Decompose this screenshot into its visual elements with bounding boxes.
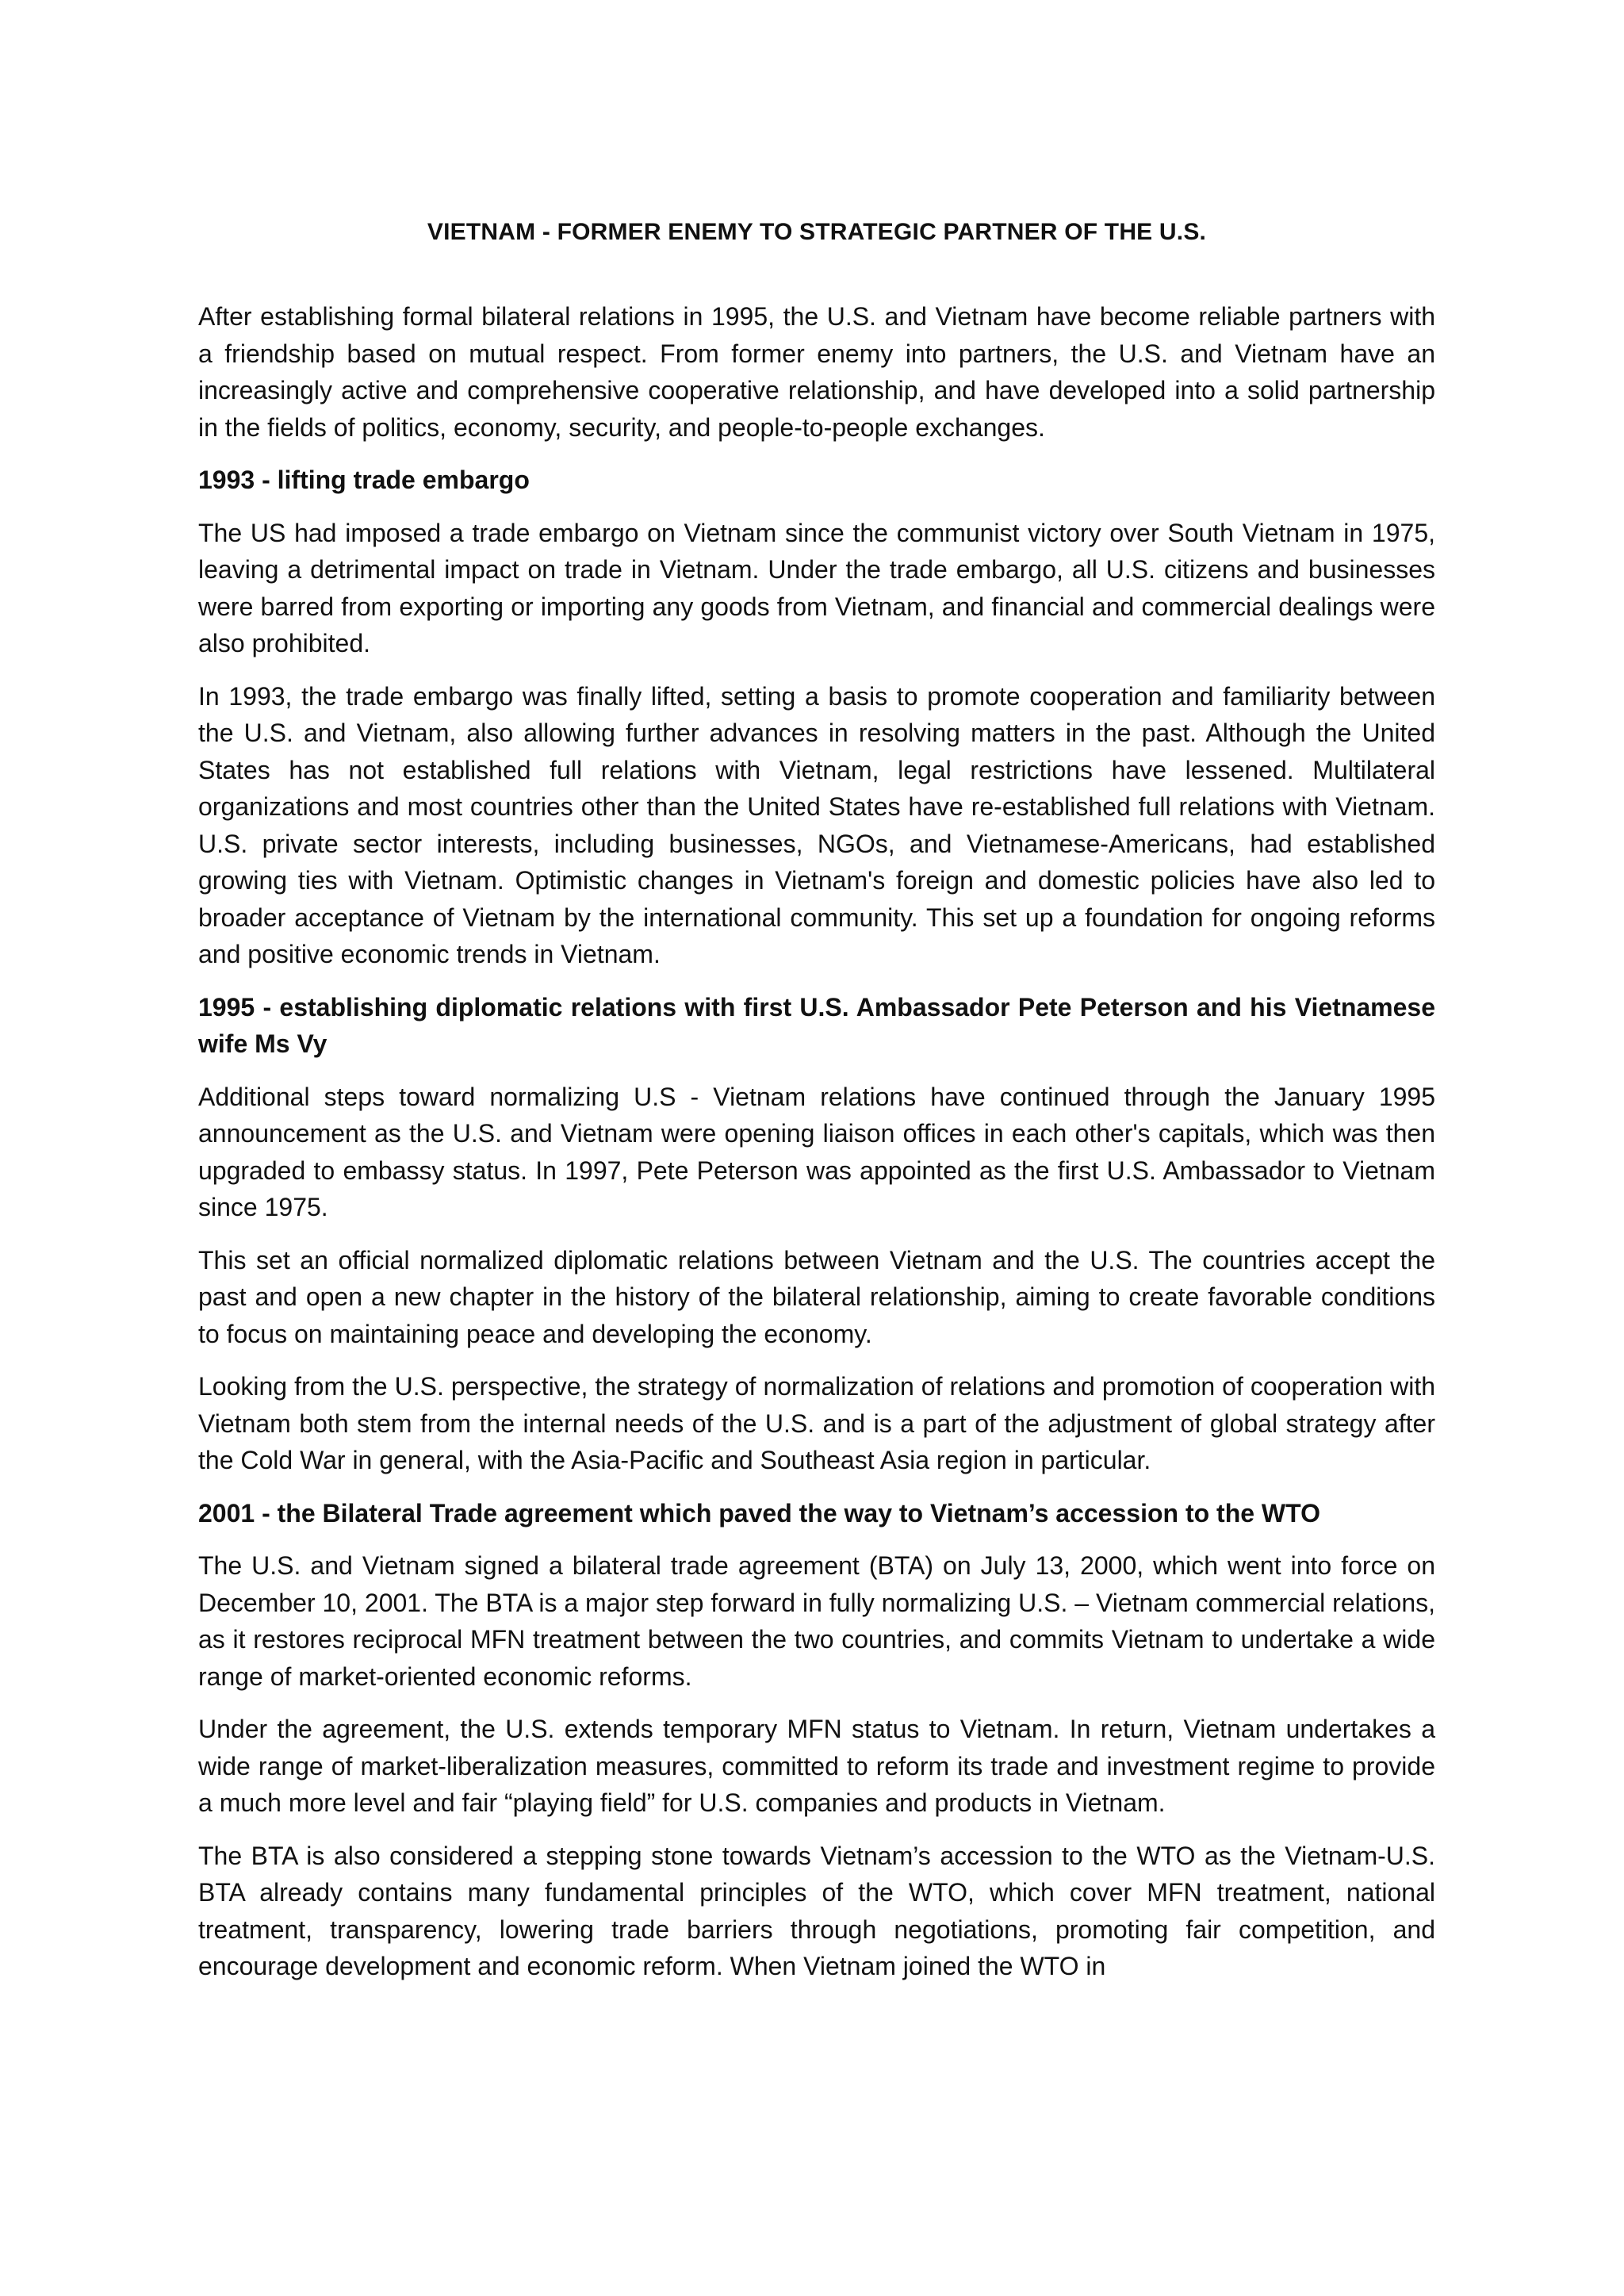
paragraph: In 1993, the trade embargo was finally lifted, setting a basis to promote cooperation and familiarity between the U.S. and Vietnam, also allowing further advances in resolving matters in the past. Although the United States has not established full relations with Vietnam, legal restrictions have lessened. Multilateral organizations and most countries other than the United States have re-established full relations with Vietnam. U.S. private sector interests, including businesses, NGOs, and Vietnamese-Americans, had established growing ties with Vietnam. Optimistic changes in Vietnam's foreign and domestic policies have also led to broader acceptance of Vietnam by the international community. This set up a foundation for ongoing reforms and positive economic trends in Vietnam. (198, 681, 1435, 968)
document-title: VIETNAM - FORMER ENEMY TO STRATEGIC PARTNER OF THE U.S. (427, 219, 1207, 245)
section-heading-2001: 2001 - the Bilateral Trade agreement which paved the way to Vietnam’s accession to the WTO (198, 1498, 1320, 1527)
paragraph: The U.S. and Vietnam signed a bilateral trade agreement (BTA) on July 13, 2000, which went into force on December 10, 2001. The BTA is a major step forward in fully normalizing U.S. – Vietnam commercial relations, as it restores reciprocal MFN treatment between the two countries, and commits Vietnam to undertake a wide range of market-oriented economic reforms. (198, 1551, 1435, 1691)
paragraph: Under the agreement, the U.S. extends temporary MFN status to Vietnam. In return, Vietnam undertakes a wide range of market-liberalization measures, committed to reform its trade and investment regime to provide a much more level and fair “playing field” for U.S. companies and products in Vietnam. (198, 1715, 1435, 1817)
paragraph: Looking from the U.S. perspective, the strategy of normalization of relations and promotion of cooperation with Vietnam both stem from the internal needs of the U.S. and is a part of the adjustment of global strategy after the Cold War in general, with the Asia-Pacific and Southeast Asia region in particular. (198, 1372, 1435, 1474)
intro-paragraph: After establishing formal bilateral relations in 1995, the U.S. and Vietnam have become reliable partners with a friendship based on mutual respect. From former enemy into partners, the U.S. and Vietnam have an increasingly active and comprehensive cooperative relationship, and have developed into a solid partnership in the fields of politics, economy, security, and people-to-people exchanges. (198, 302, 1435, 442)
section-heading-1995: 1995 - establishing diplomatic relations with first U.S. Ambassador Pete Peterson and his Vietnamese wife Ms Vy (198, 992, 1435, 1058)
paragraph: The BTA is also considered a stepping stone towards Vietnam’s accession to the WTO as the Vietnam-U.S. BTA already contains many fundamental principles of the WTO, which cover MFN treatment, national treatment, transparency, lowering trade barriers through negotiations, promoting fair competition, and encourage development and economic reform. When Vietnam joined the WTO in (198, 1841, 1435, 1980)
paragraph: Additional steps toward normalizing U.S - Vietnam relations have continued through the January 1995 announcement as the U.S. and Vietnam were opening liaison offices in each other's capitals, which was then upgraded to embassy status. In 1997, Pete Peterson was appointed as the first U.S. Ambassador to Vietnam since 1975. (198, 1082, 1435, 1221)
paragraph: This set an official normalized diplomatic relations between Vietnam and the U.S. The countries accept the past and open a new chapter in the history of the bilateral relationship, aiming to create favorable conditions to focus on maintaining peace and developing the economy. (198, 1245, 1435, 1348)
document-page (198, 198, 1435, 2001)
paragraph: The US had imposed a trade embargo on Vietnam since the communist victory over South Vietnam in 1975, leaving a detrimental impact on trade in Vietnam. Under the trade embargo, all U.S. citizens and businesses were barred from exporting or importing any goods from Vietnam, and financial and commercial dealings were also prohibited. (198, 518, 1435, 657)
section-heading-1993: 1993 - lifting trade embargo (198, 466, 530, 494)
